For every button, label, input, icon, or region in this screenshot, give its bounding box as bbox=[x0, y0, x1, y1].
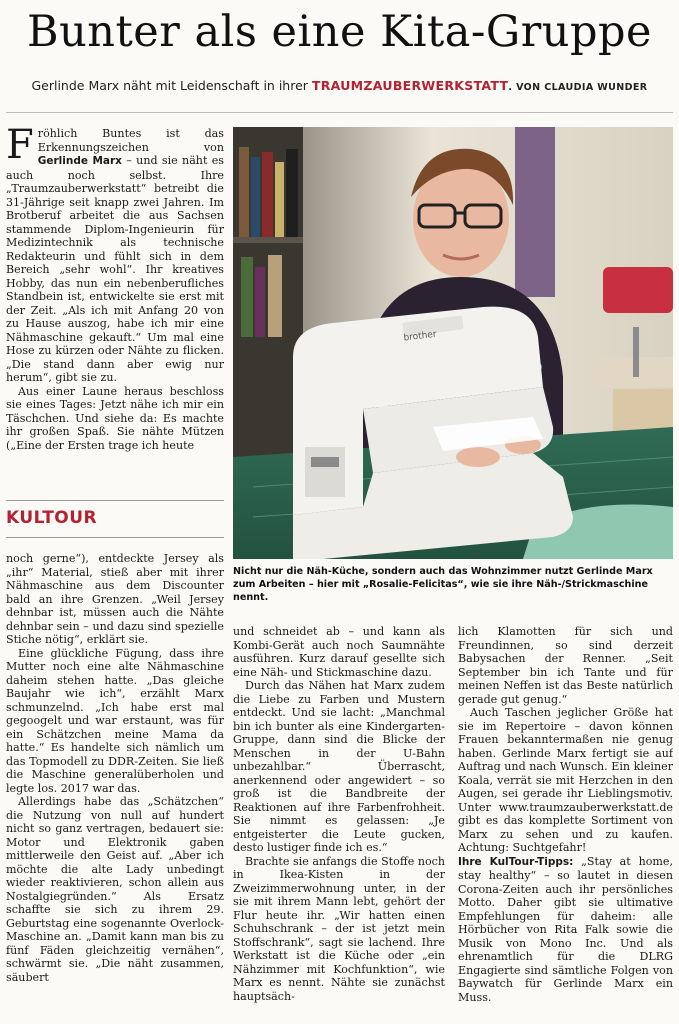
text: röhlich Buntes ist das Erkennungszeichen von bbox=[37, 127, 224, 154]
tips-label: Ihre KulTour-Tipps: bbox=[458, 855, 574, 868]
photo-caption: Nicht nur die Näh-Küche, sondern auch das Wohnzimmer nutzt Gerlinde Marx zum Arbeiten – hier mit „Rosalie-Felicitas“, wie sie ihre Näh-/Strickmaschine nennt. bbox=[233, 566, 653, 603]
paragraph: Eine glückliche Fügung, dass ihre Mutter noch eine alte Nähmaschine daheim stehen hatte. „Das gleiche Baujahr wie ich“, erzählt Marx schmunzelnd. „Ich habe erst mal gegoogelt und war erstaunt, was für ein Schätzchen meine Mama da hatte.“ Es handelte sich nämlich um das Topmodell zu DDR-Zeiten. Sie ließ die Maschine generalüberholen und legte los. 2017 war das. bbox=[6, 646, 224, 795]
headline: Bunter als eine Kita-Gruppe bbox=[27, 7, 652, 57]
section-label: KULTOUR bbox=[6, 500, 224, 538]
drop-cap: F bbox=[6, 127, 34, 168]
article-photo bbox=[233, 127, 673, 559]
paragraph: Aus einer Laune heraus beschloss sie eines Tages: Jetzt nähe ich mir ein Täschchen. Und siehe da: Es machte ihr großen Spaß. Sie nähte Mützen („Eine der Ersten trage ich heute bbox=[6, 384, 224, 452]
column-2 bbox=[233, 625, 445, 1024]
paragraph: Allerdings habe das „Schätzchen“ die Nutzung von null auf hundert nicht so ganz vertragen, bedauert sie: Motor und Elektronik gaben mittlerweile den Geist auf. „Aber ich möchte die alte Lady unbedingt wieder reaktivieren, schon allein aus Nostalgiegründen.“ Als Ersatz schaffte sie sich zu ihrem 29. Geburtstag eine sogenannte Overlock-Maschine an. „Damit kann man bis zu fünf Fäden gleichzeitig vernähen“, schwärmt sie. „Die näht zusammen, säubert bbox=[6, 795, 224, 984]
subline bbox=[0, 78, 679, 96]
subline-author: . VON CLAUDIA WUNDER bbox=[508, 82, 648, 93]
machine-brand: brother bbox=[402, 329, 438, 344]
paragraph bbox=[458, 855, 673, 1005]
paragraph: Auch Taschen jeglicher Größe hat sie im Repertoire – davon können Frauen bekanntermaßen nie genug haben. Gerlinde Marx fertigt sie auf Auftrag und nach Wunsch. Ein kleiner Koala, verrät sie mit Herzchen in den Augen, sei gerade ihr Lieblingsmotiv. Unter www.traumzauberwerkstatt.de gibt es das komplette Sortiment von Marx zu sehen und zu kaufen. Achtung: Suchtgefahr! bbox=[458, 706, 673, 854]
paragraph: lich Klamotten für sich und Freundinnen, so sind derzeit Babysachen der Renner. „Seit September bin ich Tante und für meinen Neffen ist das Beste natürlich gerade gut genug.“ bbox=[458, 625, 673, 706]
column-3 bbox=[458, 625, 673, 1024]
text: – und sie näht es auch noch selbst. Ihre „Traumzauberwerkstatt“ betreibt die 31-Jährige seit knapp zwei Jahren. Im Brotberuf arbeitet die aus Sachsen stammende Diplom-Ingenieurin für Medizintechnik als technische Redakteurin und fühlt sich in dem Bereich „sehr wohl“. Ihr kreatives Hobby, das nun ein nebenberufliches Standbein ist, entwickelte sie erst mit der Zeit. „Als ich mit Anfang 20 von zu Hause auszog, habe ich mir eine Nähmaschine gekauft.“ Um mal eine Hose zu kürzen oder Nähte zu flicken. „Die stand dann aber ewig nur herum“, gibt sie zu. bbox=[6, 154, 224, 384]
column-1-upper bbox=[6, 127, 224, 487]
column-1-lower bbox=[6, 552, 224, 1024]
paragraph: Durch das Nähen hat Marx zudem die Liebe zu Farben und Mustern entdeckt. Und sie lacht: „Manchmal bin ich bunter als eine Kindergarten-Gruppe, dann sind die Blicke der Menschen in der U-Bahn unbezahlbar.“ Überrascht, anerkennend oder angewidert – so groß ist die Bandbreite der Reaktionen auf ihre Farbenfrohheit. Sie nimmt es gelassen: „Je entgeisterter die Leute gucken, desto lustiger finde ich es.“ bbox=[233, 679, 445, 854]
paragraph: noch gerne“), entdeckte Jersey als „ihr“ Material, stieß aber mit ihrer Nähmaschine aus dem Discounter bald an ihre Grenzen. „Weil Jersey dehnbar ist, müssen auch die Nähte dehnbar sein – und dazu sind spezielle Stiche nötig“, erklärt sie. bbox=[6, 552, 224, 646]
text: „Stay at home, stay healthy“ – so lautet in diesen Corona-Zeiten auch ihr persönliches Motto. Daher gibt sie ultimative Empfehlungen für daheim: alle Hörbücher von Rita Falk sowie die Musik von Mono Inc. Und als ehrenamtlich für die DLRG Engagierte sind sämtliche Folgen von Baywatch für Gerlinde Marx ein Muss. bbox=[458, 854, 673, 1004]
header-rule bbox=[6, 112, 673, 113]
paragraph: und schneidet ab – und kann als Kombi-Gerät auch noch Saumnähte ausführen. Kurz darauf gesellte sich eine Näh- und Stickmaschine dazu. bbox=[233, 625, 445, 679]
name-bold: Gerlinde Marx bbox=[37, 155, 122, 167]
paragraph bbox=[6, 127, 224, 385]
paragraph: Brachte sie anfangs die Stoffe noch in Ikea-Kisten in der Zweizimmerwohnung unter, in der sie mit ihrem Mann lebt, gehört der Flur heute ihr. „Wir hatten einen Schuhschrank – der ist jetzt mein Stoffschrank“, sagt sie lachend. Ihre Werkstatt ist die Küche oder „ein Nähzimmer mit Kochfunktion“, wie Marx es nennt. Nähte sie zunächst hauptsäch- bbox=[233, 854, 445, 1003]
subline-lead: Gerlinde Marx näht mit Leidenschaft in ihrer bbox=[31, 78, 312, 93]
photo-illustration bbox=[233, 127, 673, 559]
subline-highlight: TRAUMZAUBERWERKSTATT bbox=[311, 78, 509, 93]
